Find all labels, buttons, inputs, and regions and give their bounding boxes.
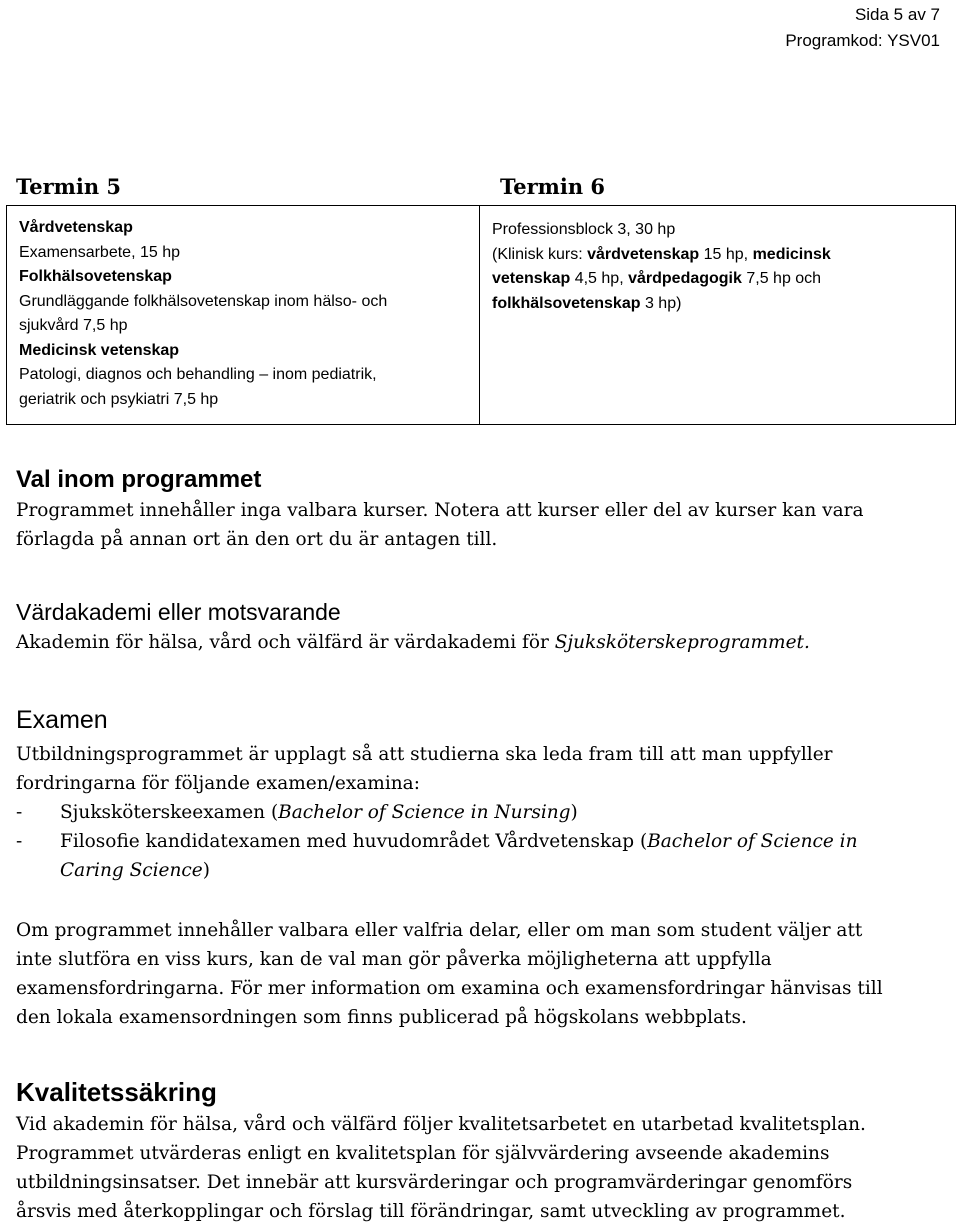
kvalitet-line4: årsvis med återkopplingar och förslag till förändringar, samt utveckling av programmet. [16, 1201, 846, 1222]
t5-course-patologi-line1: Patologi, diagnos och behandling – inom pediatrik, [19, 366, 377, 383]
t5-course-examensarbete: Examensarbete, 15 hp [19, 243, 180, 261]
examen-text [16, 740, 946, 1032]
val-line2: förlagda på annan ort än den ort du är antagen till. [16, 529, 498, 550]
kvalitet-line2: Programmet utvärderas enligt en kvalitetsplan för självvärdering avseende akademins [16, 1143, 830, 1164]
page-header [785, 2, 940, 54]
term5-cell [7, 206, 480, 425]
term6-cell [480, 206, 956, 425]
t5-subject-vardvetenskap: Vårdvetenskap [19, 219, 133, 236]
examen-para-line4: den lokala examensordningen som finns publicerad på högskolans webbplats. [16, 1007, 747, 1028]
examen-heading: Examen [16, 706, 108, 734]
vardakademi-heading: Värdakademi eller motsvarande [16, 599, 341, 625]
program-name: Sjuksköterskeprogrammet. [554, 632, 810, 653]
t6-line2: (Klinisk kurs: vårdvetenskap 15 hp, medicinsk [492, 245, 831, 263]
examen-para-line3: examensfordringarna. För mer information om examina och examensfordringar hänvisas till [16, 978, 883, 999]
kvalitet-line3: utbildningsinsatser. Det innebär att kursvärderingar och programvärderingar genomförs [16, 1172, 853, 1193]
examen-degree-2: - Filosofie kandidatexamen med huvudområdet Vårdvetenskap (Bachelor of Science in Caring Science) [16, 831, 858, 881]
kvalitet-heading: Kvalitetssäkring [16, 1077, 217, 1107]
term-table [6, 205, 956, 425]
t6-professionsblock: Professionsblock 3, 30 hp [492, 221, 676, 238]
examen-line2: fordringarna för följande examen/examina: [16, 773, 420, 794]
vardakademi-text: Akademin för hälsa, vård och välfärd är värdakademi för Sjuksköterskeprogrammet. [16, 632, 810, 653]
term-headings [16, 174, 956, 204]
section-examen [16, 703, 946, 1032]
val-text [16, 496, 946, 554]
val-line1: Programmet innehåller inga valbara kurser. Notera att kurser eller del av kurser kan vara [16, 500, 864, 521]
t5-course-patologi-line2: geriatrik och psykiatri 7,5 hp [19, 390, 219, 408]
examen-degree-1: - Sjuksköterskeexamen (Bachelor of Science in Nursing) [16, 802, 578, 823]
section-vardakademi [16, 596, 946, 657]
t6-line4: folkhälsovetenskap 3 hp) [492, 294, 682, 312]
t6-line3: vetenskap 4,5 hp, vårdpedagogik 7,5 hp och [492, 270, 822, 287]
section-val [16, 464, 946, 554]
val-heading: Val inom programmet [16, 466, 262, 493]
examen-para-line2: inte slutföra en viss kurs, kan de val man gör påverka möjligheterna att uppfylla [16, 949, 772, 970]
term5-heading: Termin 5 [16, 174, 122, 199]
examen-para-line1: Om programmet innehåller valbara eller valfria delar, eller om man som student väljer att [16, 920, 863, 941]
examen-line1: Utbildningsprogrammet är upplagt så att studierna ska leda fram till att man uppfyller [16, 744, 833, 765]
term-table-row [7, 206, 956, 425]
section-kvalitet [16, 1074, 946, 1226]
t5-subject-folkhalsovetenskap: Folkhälsovetenskap [19, 268, 172, 285]
page-number: Sida 5 av 7 [854, 5, 940, 24]
kvalitet-line1: Vid akademin för hälsa, vård och välfärd följer kvalitetsarbetet en utarbetad kvalitetsplan. [16, 1114, 866, 1135]
kvalitet-text [16, 1110, 946, 1226]
t5-course-folkhalsa-line1: Grundläggande folkhälsovetenskap inom hälso- och [19, 292, 388, 310]
t5-subject-medicinsk-vetenskap: Medicinsk vetenskap [19, 341, 180, 359]
t5-course-folkhalsa-line2: sjukvård 7,5 hp [19, 317, 128, 334]
term6-heading: Termin 6 [500, 174, 606, 199]
program-code: Programkod: YSV01 [785, 31, 940, 50]
